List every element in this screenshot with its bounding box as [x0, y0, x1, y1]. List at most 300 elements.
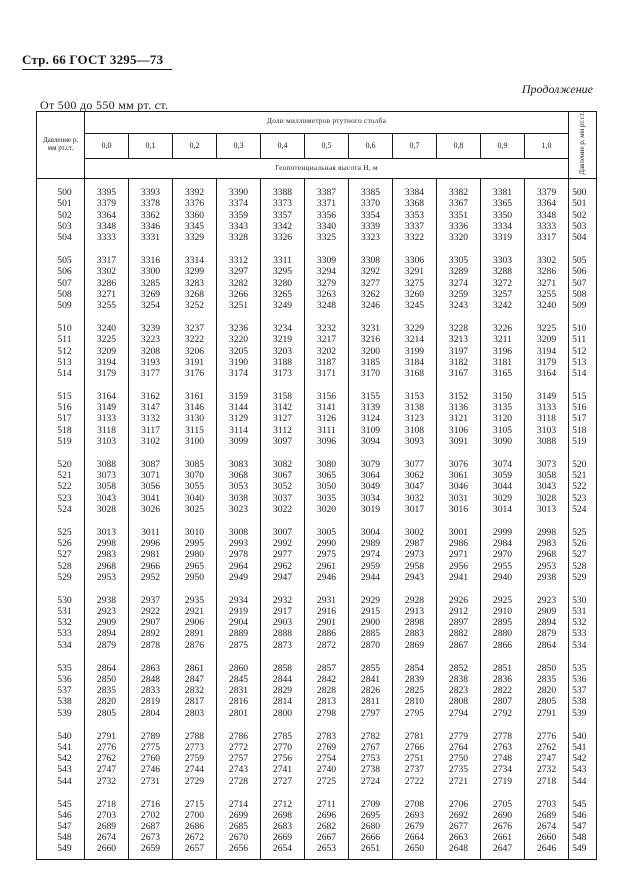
- height-value: 3150: [492, 391, 513, 403]
- height-value: 2696: [316, 809, 337, 821]
- height-value: 3251: [228, 299, 249, 311]
- pressure-value-right: 544: [572, 775, 587, 787]
- table-row-group: [37, 719, 597, 787]
- height-cell: [129, 311, 173, 379]
- pressure-value-right: 509: [572, 299, 587, 311]
- pressure-value: 536: [57, 674, 72, 686]
- height-value: 3196: [492, 345, 513, 357]
- height-value: 2757: [228, 753, 249, 765]
- height-value: 2801: [228, 707, 249, 719]
- height-value: 3237: [184, 323, 205, 335]
- height-value: 2698: [272, 809, 293, 821]
- height-value: 3099: [228, 435, 249, 447]
- height-value: 2919: [228, 606, 249, 618]
- height-value: 2803: [184, 707, 205, 719]
- height-value: 2885: [360, 628, 381, 640]
- height-value: 2828: [316, 685, 337, 697]
- height-cell: [173, 583, 217, 651]
- height-value: 3333: [96, 232, 117, 244]
- height-value: 3262: [360, 288, 381, 300]
- height-value: 3311: [273, 255, 292, 267]
- height-value: 2894: [536, 617, 557, 629]
- pressure-value-right: 519: [572, 435, 587, 447]
- height-value: 2993: [228, 538, 249, 550]
- height-value: 2805: [536, 696, 557, 708]
- pressure-value: 522: [57, 481, 72, 493]
- height-value: 3103: [96, 435, 117, 447]
- height-cell: [261, 243, 305, 311]
- height-value: 2956: [448, 560, 469, 572]
- height-value: 2907: [140, 617, 161, 629]
- height-value: 3032: [404, 492, 425, 504]
- height-value: 2937: [140, 594, 161, 606]
- height-value: 2857: [316, 662, 337, 674]
- height-value: 3385: [360, 187, 381, 199]
- height-value: 3176: [184, 367, 205, 379]
- height-value: 3302: [96, 266, 117, 278]
- height-value: 3061: [448, 470, 469, 482]
- height-value: 3136: [448, 402, 469, 414]
- height-value: 3041: [140, 492, 161, 504]
- pressure-value: 534: [57, 639, 72, 651]
- height-value: 2983: [96, 549, 117, 561]
- pressure-value: 509: [57, 299, 72, 311]
- height-cell: [85, 719, 129, 787]
- height-value: 2984: [492, 538, 513, 550]
- pressure-value: 512: [57, 345, 72, 357]
- height-value: 3103: [536, 424, 557, 436]
- height-value: 2685: [228, 821, 249, 833]
- height-value: 3070: [184, 470, 205, 482]
- height-value: 3263: [316, 288, 337, 300]
- pressure-value: 504: [57, 232, 72, 244]
- table-row-group: [37, 179, 597, 243]
- height-value: 2664: [404, 832, 425, 844]
- height-value: 2938: [536, 571, 557, 583]
- height-value: 2858: [272, 662, 293, 674]
- height-value: 3343: [228, 220, 249, 232]
- height-cell: [129, 651, 173, 719]
- height-value: 3359: [228, 209, 249, 221]
- height-value: 3275: [404, 277, 425, 289]
- height-value: 2845: [228, 674, 249, 686]
- height-cell: [85, 651, 129, 719]
- height-value: 3373: [272, 198, 293, 210]
- height-value: 3071: [140, 470, 161, 482]
- height-cell: [393, 179, 437, 243]
- height-value: 3174: [228, 367, 249, 379]
- height-value: 2751: [404, 753, 425, 765]
- pressure-value-right: 549: [572, 843, 587, 855]
- height-value: 2850: [536, 662, 557, 674]
- pressure-value-right: 541: [572, 741, 587, 753]
- pressure-cell: [37, 447, 85, 515]
- height-value: 2792: [492, 707, 513, 719]
- height-value: 2820: [96, 696, 117, 708]
- height-value: 3360: [184, 209, 205, 221]
- height-cell: [261, 447, 305, 515]
- height-value: 2959: [360, 560, 381, 572]
- height-cell: [393, 583, 437, 651]
- pressure-column-header: Давление p, мм рт.ст.: [37, 112, 85, 179]
- height-value: 3302: [536, 255, 557, 267]
- height-value: 2909: [96, 617, 117, 629]
- height-value: 3065: [316, 470, 337, 482]
- height-value: 3239: [140, 323, 161, 335]
- height-cell: [393, 447, 437, 515]
- height-value: 2940: [492, 571, 513, 583]
- height-value: 2998: [96, 538, 117, 550]
- height-cell: [481, 515, 525, 583]
- height-value: 2832: [184, 685, 205, 697]
- pressure-value-right: 504: [572, 232, 587, 244]
- height-value: 3040: [184, 492, 205, 504]
- height-value: 3371: [316, 198, 337, 210]
- height-value: 2921: [184, 606, 205, 618]
- height-value: 3028: [96, 503, 117, 515]
- height-cell: [437, 515, 481, 583]
- height-value: 2894: [96, 628, 117, 640]
- height-value: 2679: [404, 821, 425, 833]
- pressure-value: 543: [57, 764, 72, 776]
- height-cell: [129, 379, 173, 447]
- pressure-value: 539: [57, 707, 72, 719]
- height-value: 3312: [228, 255, 249, 267]
- height-value: 3049: [360, 481, 381, 493]
- height-value: 3240: [96, 323, 117, 335]
- height-value: 2879: [536, 628, 557, 640]
- height-value: 3168: [404, 367, 425, 379]
- height-value: 2690: [492, 809, 513, 821]
- height-value: 3173: [272, 367, 293, 379]
- pressure-value-right: 515: [572, 391, 587, 403]
- height-value: 2714: [228, 798, 249, 810]
- height-value: 3354: [360, 209, 381, 221]
- pressure-value-right: 534: [572, 639, 587, 651]
- height-cell: [261, 583, 305, 651]
- height-value: 3214: [404, 334, 425, 346]
- height-value: 2904: [228, 617, 249, 629]
- height-value: 3339: [360, 220, 381, 232]
- height-value: 2950: [184, 571, 205, 583]
- height-cell: [349, 651, 393, 719]
- height-cell: [85, 179, 129, 243]
- height-value: 3170: [360, 367, 381, 379]
- height-value: 2674: [536, 821, 557, 833]
- height-value: 2926: [448, 594, 469, 606]
- height-value: 2743: [228, 764, 249, 776]
- height-value: 3194: [96, 356, 117, 368]
- height-value: 3199: [404, 345, 425, 357]
- height-value: 3011: [141, 526, 160, 538]
- pressure-value-right: 500: [572, 187, 587, 199]
- height-value: 2687: [140, 821, 161, 833]
- height-value: 2747: [536, 753, 557, 765]
- height-value: 3164: [536, 367, 557, 379]
- height-value: 3028: [536, 492, 557, 504]
- pressure-value-right: 520: [572, 459, 587, 471]
- height-cell: [305, 719, 349, 787]
- height-value: 2764: [448, 741, 469, 753]
- pressure-value: 531: [57, 606, 72, 618]
- height-value: 2656: [228, 843, 249, 855]
- page-header: Стр. 66 ГОСТ 3295—73: [22, 52, 164, 67]
- pressure-value-right: 502: [572, 209, 587, 221]
- height-cell: [305, 447, 349, 515]
- height-value: 2851: [492, 662, 513, 674]
- height-value: 3123: [404, 413, 425, 425]
- height-value: 2791: [96, 730, 117, 742]
- pressure-value: 525: [57, 526, 72, 538]
- height-value: 3112: [273, 424, 292, 436]
- height-value: 3286: [536, 266, 557, 278]
- height-value: 3152: [448, 391, 469, 403]
- height-value: 3325: [316, 232, 337, 244]
- height-value: 3225: [536, 323, 557, 335]
- pressure-value-right: 511: [572, 334, 587, 346]
- height-value: 2952: [140, 571, 161, 583]
- fraction-header: 0,1: [129, 133, 173, 158]
- height-value: 3282: [228, 277, 249, 289]
- height-value: 3037: [272, 492, 293, 504]
- height-value: 3067: [272, 470, 293, 482]
- height-value: 3138: [404, 402, 425, 414]
- height-cell: [85, 447, 129, 515]
- height-value: 2947: [272, 571, 293, 583]
- height-value: 2928: [404, 594, 425, 606]
- height-value: 2898: [404, 617, 425, 629]
- height-cell: [261, 787, 305, 859]
- height-value: 2935: [184, 594, 205, 606]
- pressure-value-right: 526: [572, 538, 587, 550]
- height-value: 3058: [536, 470, 557, 482]
- height-value: 3188: [272, 356, 293, 368]
- pressure-cell: [37, 651, 85, 719]
- height-value: 3165: [492, 367, 513, 379]
- height-value: 3236: [228, 323, 249, 335]
- pressure-cell-right: [569, 651, 597, 719]
- pressure-value: 544: [57, 775, 72, 787]
- height-cell: [393, 243, 437, 311]
- fraction-header: 0,3: [217, 133, 261, 158]
- height-cell: [261, 311, 305, 379]
- pressure-value: 546: [57, 809, 72, 821]
- height-value: 2934: [228, 594, 249, 606]
- height-cell: [305, 515, 349, 583]
- height-value: 3029: [492, 492, 513, 504]
- height-cell: [481, 243, 525, 311]
- pressure-value: 517: [57, 413, 72, 425]
- fraction-header-row: [37, 133, 597, 158]
- height-value: 3147: [140, 402, 161, 414]
- height-cell: [481, 447, 525, 515]
- height-cell: [173, 515, 217, 583]
- height-value: 2722: [404, 775, 425, 787]
- height-value: 2746: [140, 764, 161, 776]
- height-value: 3365: [492, 198, 513, 210]
- pressure-value: 511: [57, 334, 72, 346]
- height-value: 3153: [404, 391, 425, 403]
- pressure-header-right-text: Давление p, мм рт.ст.: [577, 112, 586, 175]
- height-value: 2929: [360, 594, 381, 606]
- height-value: 2715: [184, 798, 205, 810]
- pressure-cell-right: [569, 515, 597, 583]
- height-value: 2866: [492, 639, 513, 651]
- height-value: 3046: [448, 481, 469, 493]
- pressure-value: 506: [57, 266, 72, 278]
- height-value: 2822: [492, 685, 513, 697]
- height-value: 2781: [404, 730, 425, 742]
- pressure-value-right: 529: [572, 571, 587, 583]
- height-value: 2867: [448, 639, 469, 651]
- height-value: 2838: [448, 674, 469, 686]
- height-value: 3387: [316, 187, 337, 199]
- height-value: 3111: [317, 424, 336, 436]
- height-value: 2977: [272, 549, 293, 561]
- pressure-value-right: 503: [572, 220, 587, 232]
- height-value: 2835: [536, 674, 557, 686]
- height-value: 2844: [272, 674, 293, 686]
- height-value: 2854: [404, 662, 425, 674]
- height-value: 2810: [404, 696, 425, 708]
- pressure-value: 529: [57, 571, 72, 583]
- pressure-cell-right: [569, 179, 597, 243]
- pressure-value: 515: [57, 391, 72, 403]
- height-value: 2983: [536, 538, 557, 550]
- height-value: 3350: [492, 209, 513, 221]
- height-value: 2998: [536, 526, 557, 538]
- height-value: 3300: [140, 266, 161, 278]
- height-value: 3020: [316, 503, 337, 515]
- height-value: 3248: [316, 299, 337, 311]
- header-rule: [22, 69, 172, 70]
- height-cell: [129, 719, 173, 787]
- table-row-group: [37, 787, 597, 859]
- height-value: 3381: [492, 187, 513, 199]
- pressure-value: 510: [57, 323, 72, 335]
- height-value: 2791: [536, 707, 557, 719]
- pressure-value-right: 545: [572, 798, 587, 810]
- height-value: 2971: [448, 549, 469, 561]
- height-cell: [173, 379, 217, 447]
- height-value: 3031: [448, 492, 469, 504]
- height-value: 2931: [316, 594, 337, 606]
- pressure-value: 545: [57, 798, 72, 810]
- pressure-value-right: 536: [572, 674, 587, 686]
- height-value: 2882: [448, 628, 469, 640]
- height-value: 2747: [96, 764, 117, 776]
- height-value: 3225: [96, 334, 117, 346]
- height-value: 2966: [140, 560, 161, 572]
- height-cell: [217, 583, 261, 651]
- height-value: 2783: [316, 730, 337, 742]
- height-value: 3285: [140, 277, 161, 289]
- altitude-table: [36, 111, 597, 860]
- height-value: 2961: [316, 560, 337, 572]
- height-value: 3254: [140, 299, 161, 311]
- height-cell: [349, 447, 393, 515]
- pressure-value: 508: [57, 288, 72, 300]
- height-value: 2938: [96, 594, 117, 606]
- height-cell: [305, 179, 349, 243]
- height-value: 2721: [448, 775, 469, 787]
- height-value: 3336: [448, 220, 469, 232]
- height-value: 2718: [536, 775, 557, 787]
- height-value: 3252: [184, 299, 205, 311]
- height-value: 2953: [536, 560, 557, 572]
- pressure-cell: [37, 379, 85, 447]
- pressure-cell: [37, 311, 85, 379]
- height-value: 2666: [360, 832, 381, 844]
- height-cell: [525, 179, 569, 243]
- height-value: 2708: [404, 798, 425, 810]
- height-value: 3246: [360, 299, 381, 311]
- pressure-value-right: 539: [572, 707, 587, 719]
- table-row-group: [37, 583, 597, 651]
- height-value: 2772: [228, 741, 249, 753]
- height-value: 3094: [360, 435, 381, 447]
- height-value: 3050: [316, 481, 337, 493]
- height-value: 3309: [316, 255, 337, 267]
- height-value: 2916: [316, 606, 337, 618]
- height-cell: [173, 179, 217, 243]
- height-cell: [393, 719, 437, 787]
- height-cell: [349, 243, 393, 311]
- height-cell: [437, 311, 481, 379]
- height-value: 2700: [184, 809, 205, 821]
- height-value: 3268: [184, 288, 205, 300]
- height-value: 3364: [536, 198, 557, 210]
- table-row-group: [37, 447, 597, 515]
- height-value: 2705: [492, 798, 513, 810]
- pressure-value: 500: [57, 187, 72, 199]
- height-value: 3023: [228, 503, 249, 515]
- pressure-value-right: 505: [572, 255, 587, 267]
- height-value: 3090: [492, 435, 513, 447]
- height-cell: [349, 719, 393, 787]
- height-value: 2699: [228, 809, 249, 821]
- pressure-value: 501: [57, 198, 72, 210]
- height-value: 2816: [228, 696, 249, 708]
- pressure-value-right: 522: [572, 481, 587, 493]
- height-value: 3331: [140, 232, 161, 244]
- pressure-value-right: 528: [572, 560, 587, 572]
- height-value: 3097: [272, 435, 293, 447]
- height-value: 2829: [272, 685, 293, 697]
- height-cell: [393, 515, 437, 583]
- height-value: 3374: [228, 198, 249, 210]
- height-cell: [261, 515, 305, 583]
- height-cell: [437, 379, 481, 447]
- height-value: 3370: [360, 198, 381, 210]
- height-cell: [261, 379, 305, 447]
- height-cell: [85, 583, 129, 651]
- height-value: 3141: [316, 402, 337, 414]
- pressure-value-right: 524: [572, 503, 587, 515]
- height-cell: [349, 515, 393, 583]
- height-value: 2770: [272, 741, 293, 753]
- height-value: 2962: [272, 560, 293, 572]
- height-cell: [393, 379, 437, 447]
- height-value: 3083: [228, 459, 249, 471]
- pressure-value-right: 542: [572, 753, 587, 765]
- height-value: 3130: [184, 413, 205, 425]
- height-value: 3062: [404, 470, 425, 482]
- height-value: 2676: [492, 821, 513, 833]
- height-cell: [525, 719, 569, 787]
- height-value: 2817: [184, 696, 205, 708]
- pressure-value: 538: [57, 696, 72, 708]
